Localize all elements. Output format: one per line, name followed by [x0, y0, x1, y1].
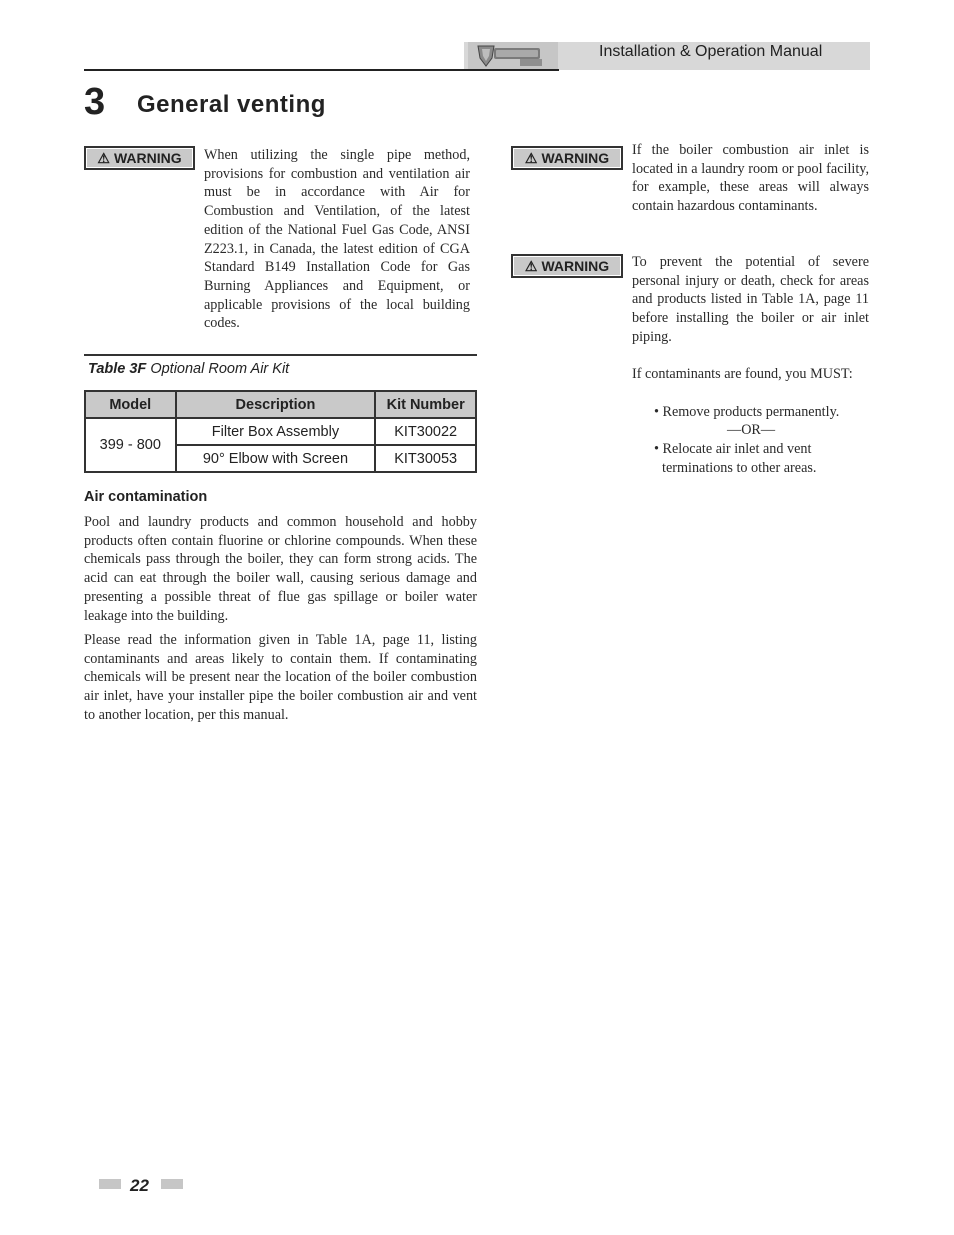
room-air-kit-table: [84, 390, 477, 473]
bullet-item: • Remove products permanently.: [654, 404, 840, 420]
knight-xl-logo: [468, 42, 558, 70]
or-separator: —OR—: [727, 422, 776, 438]
warning-badge: [84, 146, 195, 170]
bullet-item: • Relocate air inlet and vent: [654, 441, 812, 457]
warning-text: If contaminants are found, you MUST:: [632, 366, 853, 382]
page-number: 22: [130, 1176, 149, 1195]
warning-text: When utilizing the single pipe method, provisions for combustion and ventilation air must be in accordance with Air for Combustion and Ventilation, of the latest edition of the National Fuel Gas Code, ANSI Z223.1, in Canada, the latest edition of CGA Standard B149 Installation Code for Gas Burning Appliances and Equipment, or applicable provisions of the local building codes.: [204, 147, 470, 332]
footer-bar: [161, 1179, 183, 1189]
table-caption: Table 3F Optional Room Air Kit: [88, 361, 290, 377]
warning-text: To prevent the potential of severe personal injury or death, check for areas and products listed in Table 1A, page 11 before installing the boiler or air inlet piping.: [632, 254, 869, 345]
column-header-model: Model: [85, 391, 176, 418]
kit-number-cell: KIT30053: [375, 445, 476, 472]
warning-label: WARNING: [541, 150, 610, 166]
column-header-description: Description: [176, 391, 376, 418]
section-heading: Air contamination: [84, 489, 208, 505]
warning-badge: [511, 254, 623, 278]
warning-triangle-icon: ⚠: [524, 149, 538, 166]
column-header-kit-number: Kit Number: [375, 391, 476, 418]
description-cell: 90° Elbow with Screen: [176, 445, 376, 472]
paragraph: Please read the information given in Table 1A, page 11, listing contaminants and areas likely to contain them. If contaminating chemicals will be present near the location of the boiler combustion air inlet, have your installer pipe the boiler combustion air and vent to another location, per this manual.: [84, 632, 477, 723]
paragraph: Pool and laundry products and common household and hobby products often contain fluorine or chlorine compounds. When these chemicals pass through the boiler, they can form strong acids. The acid can eat through the boiler wall, causing serious damage and presenting a possible threat of flue gas spillage or boiler water leakage into the building.: [84, 514, 477, 624]
header-rule: [84, 69, 559, 71]
chapter-number: 3: [84, 81, 106, 123]
warning-label: WARNING: [541, 258, 610, 274]
kit-number-cell: KIT30022: [375, 418, 476, 445]
chapter-title: General venting: [137, 91, 326, 118]
warning-triangle-icon: ⚠: [97, 149, 110, 166]
footer-bar: [99, 1179, 121, 1189]
model-cell: 399 - 800: [85, 418, 176, 472]
table-row: [85, 418, 476, 445]
description-cell: Filter Box Assembly: [176, 418, 376, 445]
warning-label: WARNING: [113, 150, 182, 166]
warning-badge: [511, 146, 623, 170]
warning-text: If the boiler combustion air inlet is located in a laundry room or pool facility, for example, these areas will always contain hazardous contaminants.: [632, 142, 869, 215]
warning-triangle-icon: ⚠: [524, 257, 538, 274]
bullet-item-continuation: terminations to other areas.: [662, 460, 817, 476]
table-rule: [84, 354, 477, 356]
manual-title: Installation & Operation Manual: [599, 43, 823, 60]
